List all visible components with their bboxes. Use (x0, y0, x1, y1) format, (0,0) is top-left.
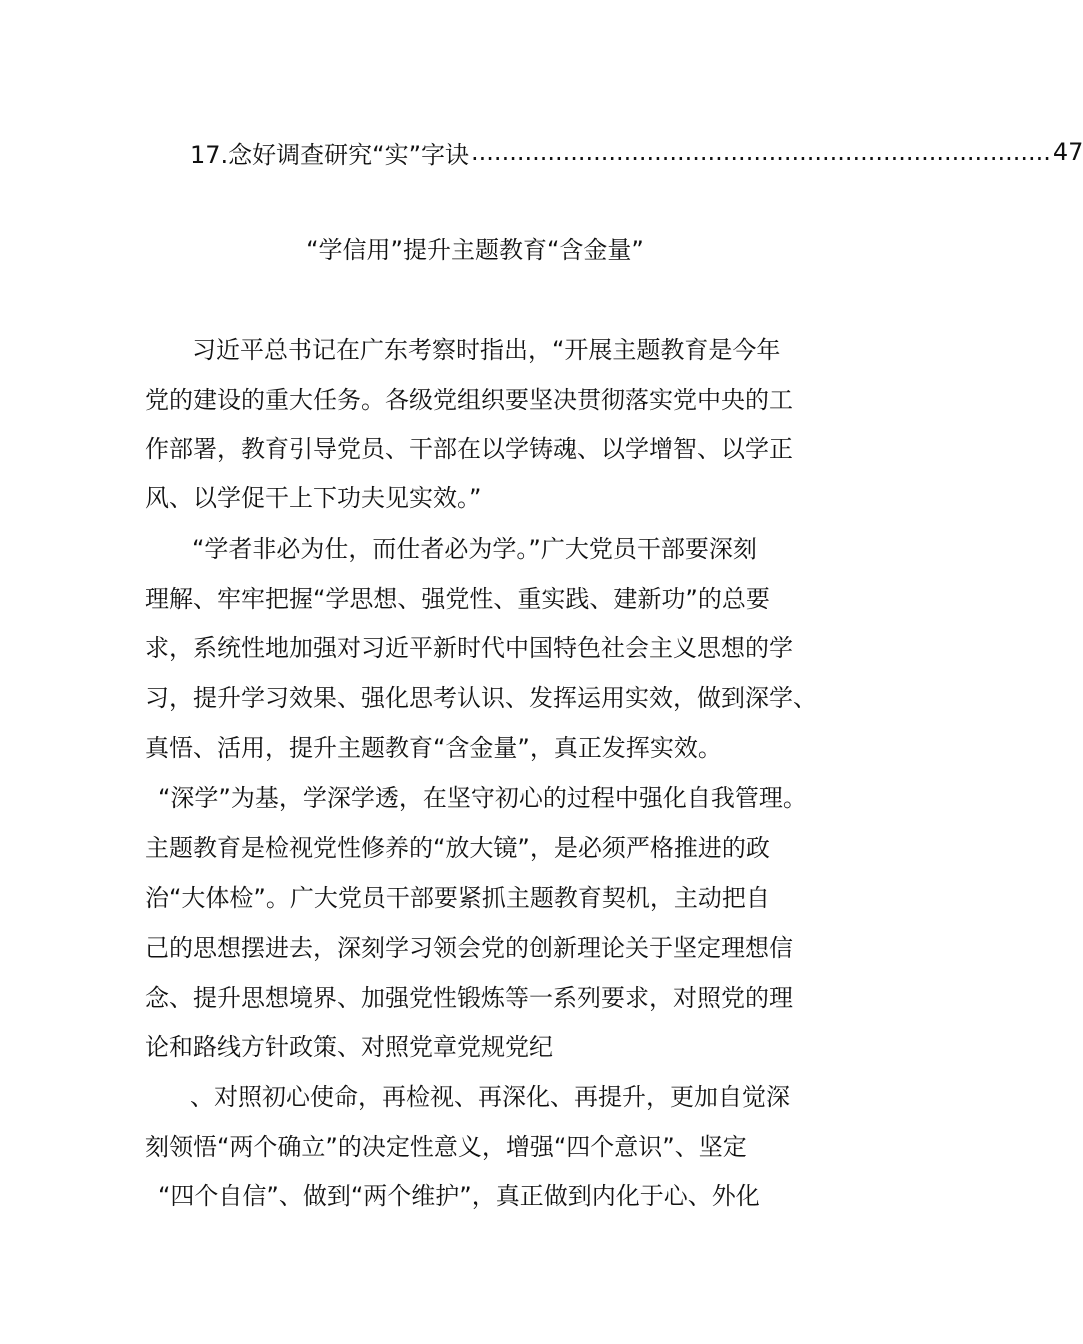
toc-leader-dots: ............................................................................ (471, 138, 1051, 166)
toc-page-number: 47 (1052, 138, 1083, 166)
body-line: 刻领悟“两个确立”的决定性意义，增强“四个意识”、坚定 (145, 1133, 747, 1161)
body-line: 己的思想摆进去，深刻学习领会党的创新理论关于坚定理想信 (145, 934, 793, 962)
body-line: 习，提升学习效果、强化思考认识、发挥运用实效，做到深学、 (145, 684, 817, 712)
toc-entry-title: 17.念好调查研究“实”字诀 (190, 140, 470, 169)
body-line: 论和路线方针政策、对照党章党规党纪 (145, 1033, 553, 1061)
body-line: 、对照初心使命，再检视、再深化、再提升，更加自觉深 (190, 1083, 790, 1111)
body-line: 理解、牢牢把握“学思想、强党性、重实践、建新功”的总要 (145, 585, 770, 613)
body-line: 念、提升思想境界、加强党性锻炼等一系列要求，对照党的理 (145, 984, 793, 1012)
toc-entry[interactable] (190, 128, 1083, 176)
article-title: “学信用”提升主题教育“含金量” (306, 236, 644, 264)
body-line: 真悟、活用，提升主题教育“含金量”，真正发挥实效。 (145, 734, 722, 762)
body-line: “四个自信”、做到“两个维护”，真正做到内化于心、外化 (158, 1182, 760, 1210)
body-line: 主题教育是检视党性修养的“放大镜”，是必须严格推进的政 (145, 834, 770, 862)
body-line: 治“大体检”。广大党员干部要紧抓主题教育契机，主动把自 (145, 884, 770, 912)
body-line: 习近平总书记在广东考察时指出，“开展主题教育是今年 (192, 336, 781, 364)
body-line: 党的建设的重大任务。各级党组织要坚决贯彻落实党中央的工 (145, 386, 793, 414)
body-line: “深学”为基，学深学透，在坚守初心的过程中强化自我管理。 (158, 784, 807, 812)
body-line: 求，系统性地加强对习近平新时代中国特色社会主义思想的学 (145, 634, 793, 662)
body-line: 风、以学促干上下功夫见实效。” (145, 484, 482, 512)
body-line: 作部署，教育引导党员、干部在以学铸魂、以学增智、以学正 (145, 435, 793, 463)
body-line: “学者非必为仕，而仕者必为学。”广大党员干部要深刻 (192, 535, 757, 563)
